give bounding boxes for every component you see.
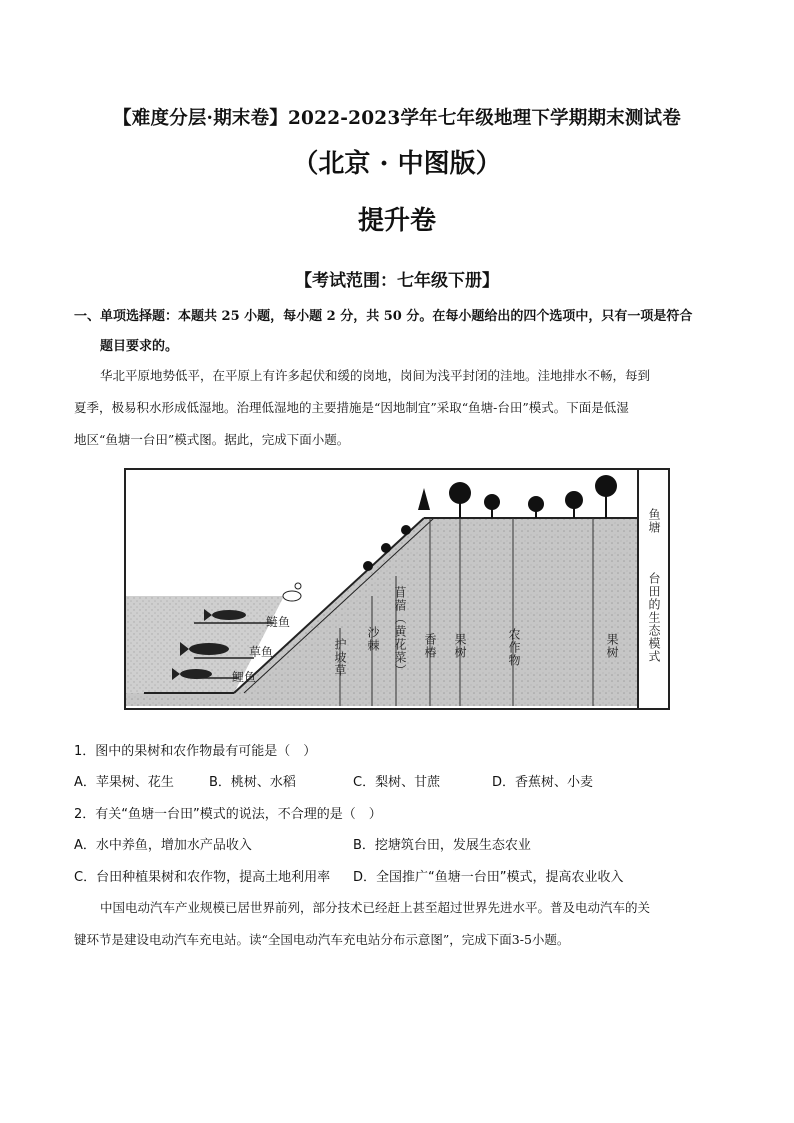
q1-option-d[interactable]: D．香蕉树、小麦 (492, 775, 594, 790)
fish-pond-platform-diagram (124, 468, 670, 710)
section-line-2: 题目要求的。 (100, 339, 179, 354)
exam-title: 【难度分层·期末卷】2022-2023学年七年级地理下学期期末测试卷 (113, 108, 681, 129)
q1-option-b[interactable]: B．桃树、水稻 (209, 775, 296, 790)
exam-scope: 【考试范围：七年级下册】 (295, 271, 499, 291)
q1-option-a[interactable]: A．苹果树、花生 (74, 775, 174, 790)
passage-1-line-2: 夏季，极易积水形成低湿地。治理低湿地的主要措施是“因地制宜”采取“鱼塘-台田”模式。下面是低湿 (74, 400, 629, 415)
plant-label-alfalfa: 苜蓿（黄花菜） (393, 586, 407, 677)
passage-1-line-1: 华北平原地势低平，在平原上有许多起伏和缓的岗地，岗间为浅平封闭的洼地。洼地排水不畅，每到 (100, 368, 651, 383)
q2-option-b[interactable]: B．挖塘筑台田，发展生态农业 (353, 838, 531, 853)
side-label-fish-pond: 鱼塘 (647, 508, 661, 534)
plant-label-fruit-tree-1: 果树 (453, 633, 467, 659)
question-1-stem: 1．图中的果树和农作物最有可能是（ ） (74, 744, 317, 759)
plant-label-crops: 农作物 (507, 628, 521, 667)
q2-option-c[interactable]: C．台田种植果树和农作物，提高土地利用率 (74, 870, 331, 885)
side-label-eco-model: 台田的生态模式 (647, 572, 661, 663)
edition-subtitle: （北京 · 中图版） (292, 149, 502, 179)
q2-option-d[interactable]: D．全国推广“鱼塘一台田”模式，提高农业收入 (353, 870, 624, 885)
passage-2 (74, 892, 724, 956)
q1-option-c[interactable]: C．梨树、甘蔗 (353, 775, 441, 790)
section-instructions (74, 302, 724, 362)
passage-1 (74, 360, 724, 456)
plant-label-sea-buckthorn: 沙棘 (366, 626, 380, 652)
plant-label-toona: 香椿 (423, 633, 437, 659)
section-line-1: 一、单项选择题：本题共 25 小题，每小题 2 分，共 50 分。在每小题给出的四个选项中，只有一项是符合 (74, 309, 693, 324)
question-2-stem: 2．有关“鱼塘一台田”模式的说法，不合理的是（ ） (74, 807, 382, 822)
passage-1-line-3: 地区“鱼塘一台田”模式图。据此，完成下面小题。 (74, 432, 350, 447)
q2-option-a[interactable]: A．水中养鱼，增加水产品收入 (74, 838, 252, 853)
plant-label-slope-grass: 护坡草 (333, 638, 347, 677)
fish-label-silver-carp: 鲢鱼 (266, 615, 291, 629)
level-subtitle: 提升卷 (357, 206, 436, 236)
plant-label-fruit-tree-2: 果树 (605, 633, 619, 659)
passage-2-line-1: 中国电动汽车产业规模已居世界前列，部分技术已经赶上甚至超过世界先进水平。普及电动汽车的关 (100, 900, 651, 915)
passage-2-line-2: 键环节是建设电动汽车充电站。读“全国电动汽车充电站分布示意图”，完成下面3-5小题。 (74, 932, 570, 947)
fish-label-common-carp: 鲤鱼 (232, 670, 257, 684)
fish-label-grass-carp: 草鱼 (249, 645, 274, 659)
